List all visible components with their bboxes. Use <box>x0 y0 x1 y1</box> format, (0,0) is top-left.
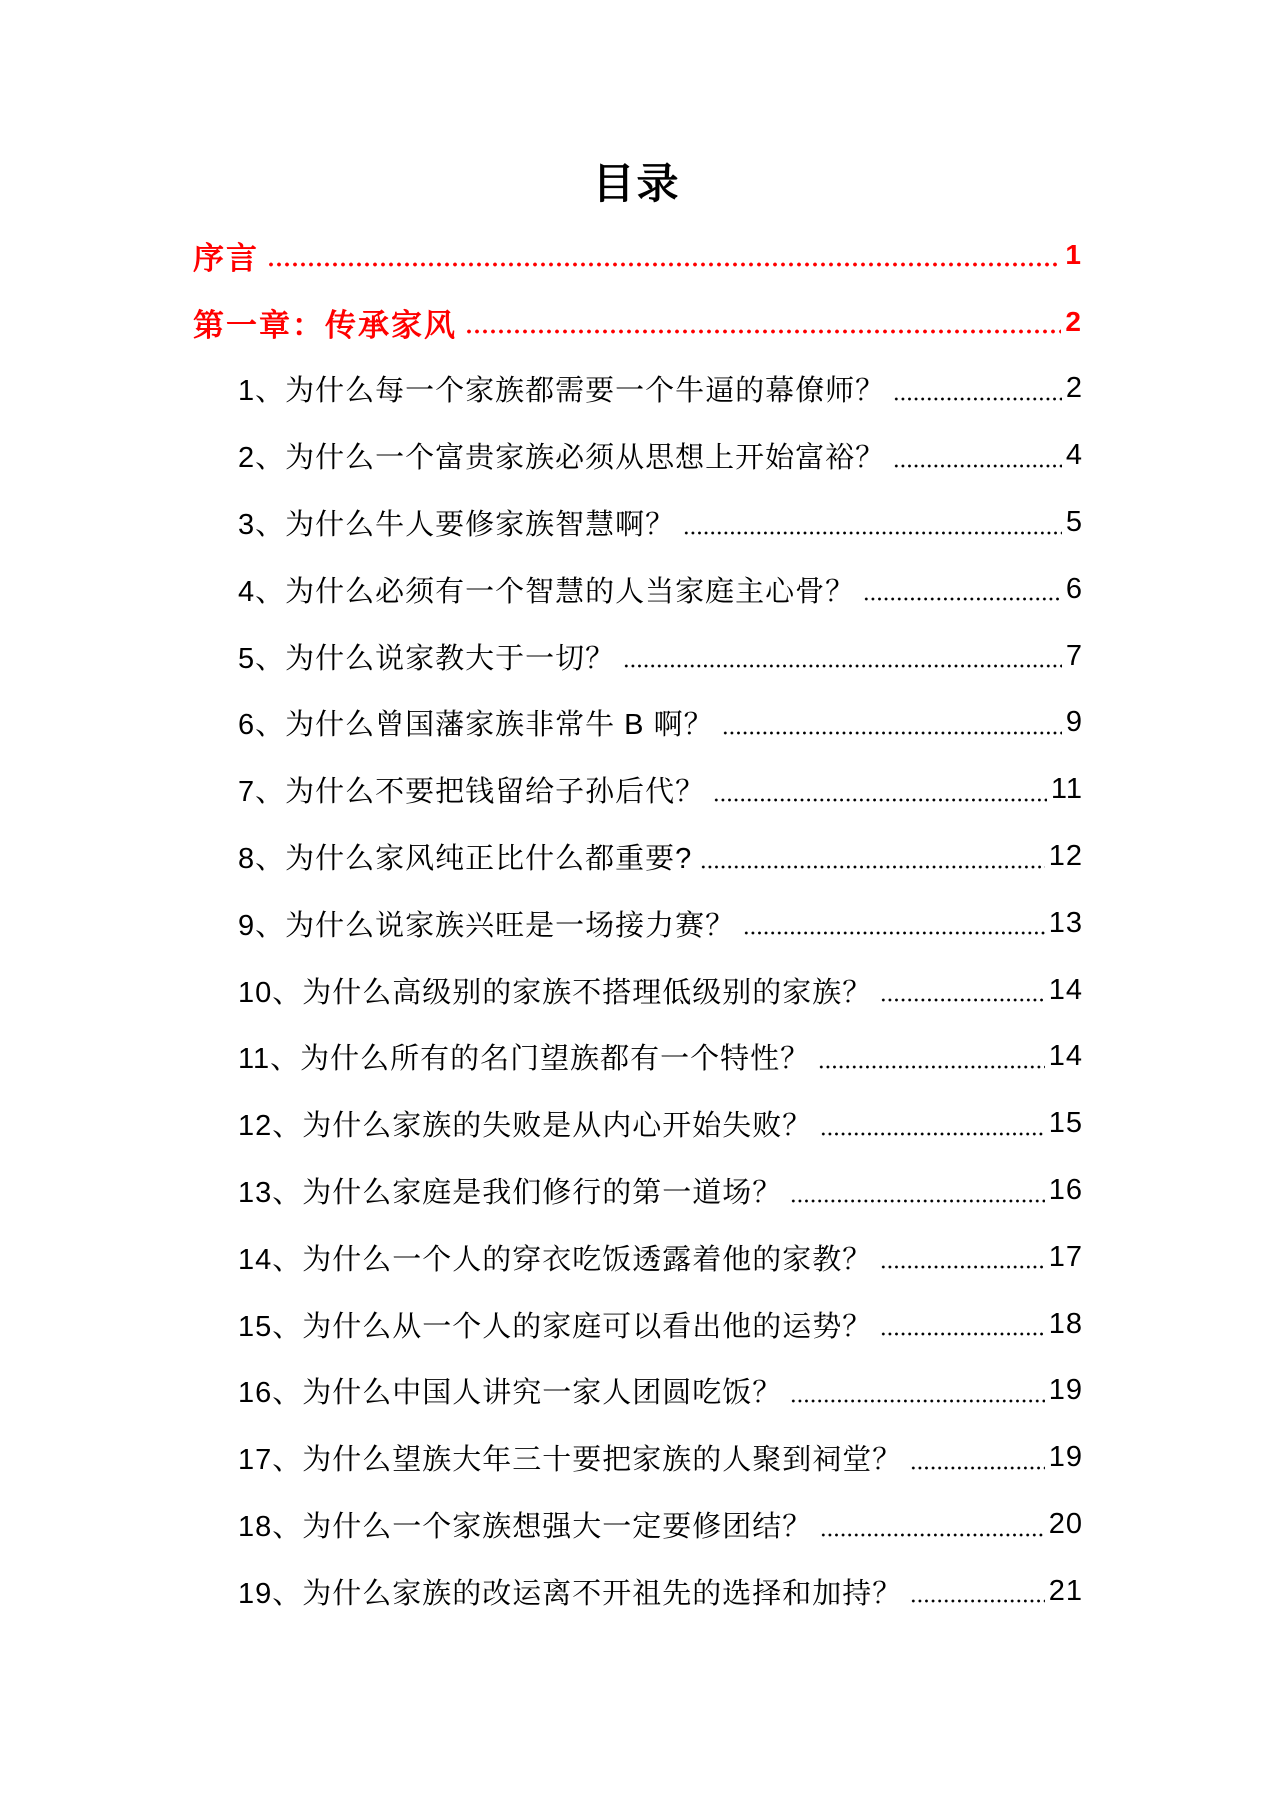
dot-leader <box>880 998 1044 1002</box>
toc-entry-label: 13、为什么家庭是我们修行的第一道场？ <box>238 1177 783 1210</box>
toc-entry-18[interactable] <box>193 1491 1083 1558</box>
toc-entry-19[interactable] <box>193 1558 1083 1625</box>
toc-entry-13[interactable] <box>193 1157 1083 1224</box>
dot-leader <box>880 1265 1044 1269</box>
toc-entry-label: 14、为什么一个人的穿衣吃饭透露着他的家教？ <box>238 1243 873 1276</box>
page-number: 14 <box>1048 1040 1083 1073</box>
toc-entry-3[interactable] <box>193 489 1083 556</box>
dot-leader <box>713 798 1047 802</box>
page-number: 6 <box>1065 572 1083 605</box>
dot-leader <box>743 931 1045 935</box>
toc-entry-label: 8、为什么家风纯正比什么都重要? <box>238 843 693 876</box>
page-number: 13 <box>1048 906 1083 939</box>
page-number: 15 <box>1048 1107 1083 1140</box>
toc-entry-label: 17、为什么望族大年三十要把家族的人聚到祠堂？ <box>238 1444 903 1477</box>
dot-leader <box>683 531 1062 535</box>
toc-entry-label: 19、为什么家族的改运离不开祖先的选择和加持？ <box>238 1577 903 1610</box>
dot-leader <box>818 1065 1045 1069</box>
dot-leader <box>893 397 1062 401</box>
page-number: 4 <box>1065 439 1083 472</box>
dot-leader <box>910 1599 1044 1603</box>
dot-leader <box>893 464 1062 468</box>
page-number: 19 <box>1048 1374 1083 1407</box>
toc-entry-5[interactable] <box>193 623 1083 690</box>
toc-entry-label: 3、为什么牛人要修家族智慧啊？ <box>238 509 676 542</box>
page-number: 16 <box>1048 1174 1083 1207</box>
toc-entry-2[interactable] <box>193 422 1083 489</box>
dot-leader <box>910 1466 1044 1470</box>
toc-entry-label: 1、为什么每一个家族都需要一个牛逼的幕僚师？ <box>238 375 886 408</box>
dot-leader <box>820 1533 1044 1537</box>
toc-entry-label: 2、为什么一个富贵家族必须从思想上开始富裕？ <box>238 442 886 475</box>
page-number: 20 <box>1048 1508 1083 1541</box>
page-number: 21 <box>1048 1574 1083 1607</box>
dot-leader <box>267 262 1061 267</box>
toc-entry-7[interactable] <box>193 756 1083 823</box>
dot-leader <box>623 664 1062 668</box>
page-title: 目录 <box>592 159 681 208</box>
toc-entry-10[interactable] <box>193 957 1083 1024</box>
toc-entry-1[interactable] <box>193 356 1083 423</box>
dot-leader <box>790 1399 1044 1403</box>
toc-entry-17[interactable] <box>193 1424 1083 1491</box>
page-number: 11 <box>1050 773 1083 806</box>
toc-entry-9[interactable] <box>193 890 1083 957</box>
toc-entry-label: 11、为什么所有的名门望族都有一个特性？ <box>238 1043 811 1076</box>
toc-entry-label: 序言 <box>193 240 259 276</box>
dot-leader <box>820 1132 1044 1136</box>
toc-entry-preface[interactable] <box>193 222 1083 289</box>
page-number: 7 <box>1065 639 1083 672</box>
page-number: 17 <box>1048 1240 1083 1273</box>
toc-entry-label: 18、为什么一个家族想强大一定要修团结？ <box>238 1511 813 1544</box>
toc-entry-6[interactable] <box>193 690 1083 757</box>
toc-entry-label: 15、为什么从一个人的家庭可以看出他的运势？ <box>238 1310 873 1343</box>
toc-entry-15[interactable] <box>193 1291 1083 1358</box>
toc-entry-label: 10、为什么高级别的家族不搭理低级别的家族？ <box>238 976 873 1009</box>
toc-entry-14[interactable] <box>193 1224 1083 1291</box>
toc-entry-8[interactable] <box>193 823 1083 890</box>
toc-entry-label: 9、为什么说家族兴旺是一场接力赛？ <box>238 909 736 942</box>
page-number: 2 <box>1065 372 1083 405</box>
toc-entry-label: 16、为什么中国人讲究一家人团圆吃饭？ <box>238 1377 783 1410</box>
dot-leader <box>722 731 1062 735</box>
dot-leader <box>790 1199 1044 1203</box>
toc-entry-label: 12、为什么家族的失败是从内心开始失败？ <box>238 1110 813 1143</box>
toc-entry-label: 5、为什么说家教大于一切？ <box>238 642 616 675</box>
toc-entry-16[interactable] <box>193 1358 1083 1425</box>
toc-entry-12[interactable] <box>193 1090 1083 1157</box>
dot-leader <box>863 597 1062 601</box>
table-of-contents <box>193 222 1083 1625</box>
page-number: 1 <box>1065 239 1083 271</box>
toc-entry-label: 7、为什么不要把钱留给子孙后代？ <box>238 776 706 809</box>
dot-leader <box>465 329 1061 334</box>
toc-entry-chapter-1[interactable] <box>193 289 1083 356</box>
page-number: 14 <box>1048 973 1083 1006</box>
toc-entry-label: 第一章：传承家风 <box>193 307 457 343</box>
toc-entry-label: 4、为什么必须有一个智慧的人当家庭主心骨？ <box>238 575 856 608</box>
dot-leader <box>880 1332 1044 1336</box>
toc-entry-4[interactable] <box>193 556 1083 623</box>
page-number: 2 <box>1065 306 1083 338</box>
toc-entry-label: 6、为什么曾国藩家族非常牛 B 啊？ <box>238 709 714 742</box>
page-number: 19 <box>1048 1441 1083 1474</box>
dot-leader <box>700 865 1044 869</box>
toc-entry-11[interactable] <box>193 1024 1083 1091</box>
page-number: 5 <box>1065 506 1083 539</box>
page-number: 18 <box>1048 1307 1083 1340</box>
page-number: 12 <box>1048 840 1083 873</box>
page-number: 9 <box>1065 706 1083 739</box>
